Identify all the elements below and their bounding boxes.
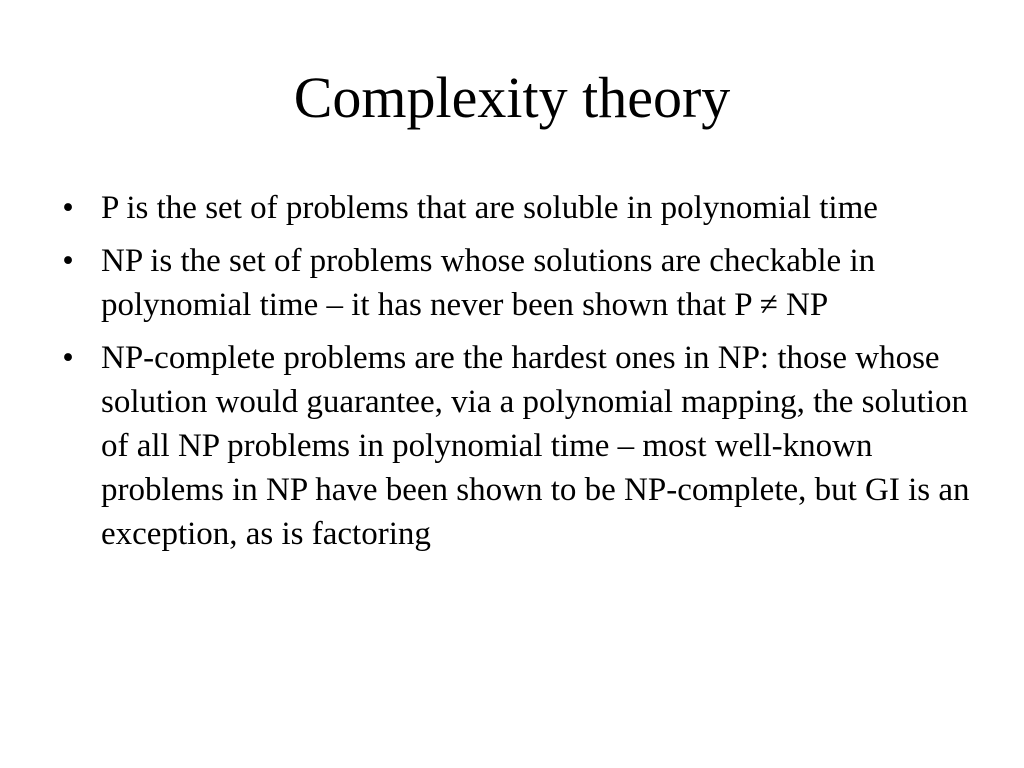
bullet-item <box>58 239 978 327</box>
bullet-item <box>58 336 978 556</box>
bullet-icon: • <box>62 340 74 376</box>
bullet-list <box>58 186 978 565</box>
slide-title: Complexity theory <box>293 65 731 130</box>
bullet-icon: • <box>62 190 74 226</box>
bullet-text: P is the set of problems that are soluble in polynomial time <box>101 190 878 226</box>
bullet-icon: • <box>62 243 74 279</box>
bullet-item <box>58 186 978 230</box>
bullet-text: NP is the set of problems whose solutions are checkable in polynomial time – it has never been shown that P ≠ NP <box>101 243 876 323</box>
bullet-text: NP-complete problems are the hardest ones in NP: those whose solution would guarantee, via a polynomial mapping, the solution of all NP problems in polynomial time – most well-known problems in NP have been shown to be NP-complete, but GI is an exception, as is factoring <box>101 340 970 552</box>
